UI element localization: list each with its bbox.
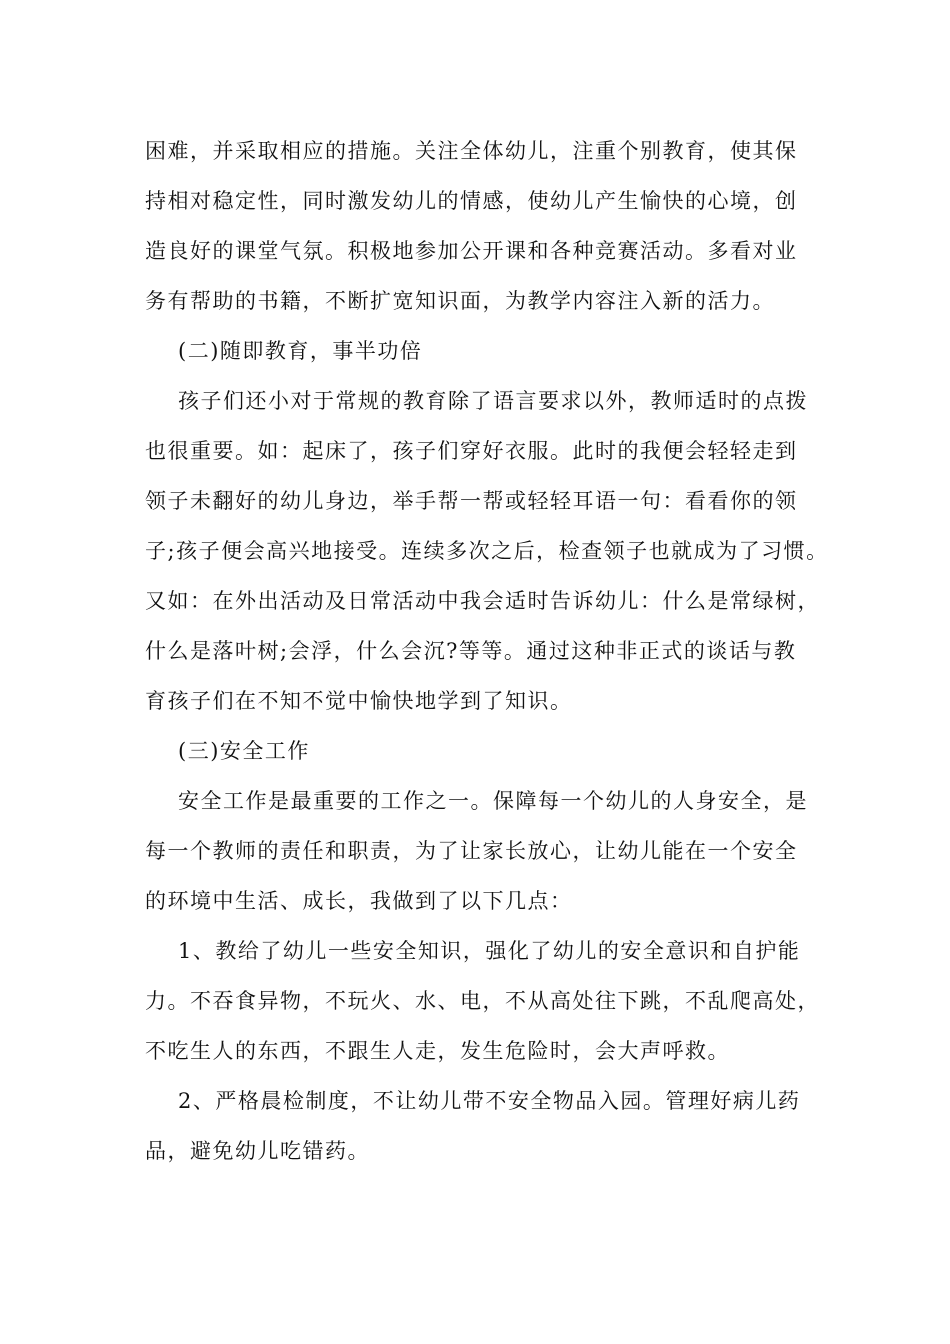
section-heading: (三)安全工作 <box>178 739 310 763</box>
list-item: 2、严格晨检制度，不让幼儿带不安全物品入园。管理好病儿药 <box>178 1089 801 1113</box>
text-line: 每一个教师的责任和职责，为了让家长放心，让幼儿能在一个安全 <box>145 839 798 863</box>
text-line: 品，避免幼儿吃错药。 <box>145 1139 370 1163</box>
text-line: 子;孩子便会高兴地接受。连续多次之后，检查领子也就成为了习惯。 <box>145 539 829 563</box>
text-line: 也很重要。如：起床了，孩子们穿好衣服。此时的我便会轻轻走到 <box>145 439 798 463</box>
text-line: 的环境中生活、成长，我做到了以下几点： <box>145 889 573 913</box>
text-line: 什么是落叶树;会浮，什么会沉?等等。通过这种非正式的谈话与教 <box>145 639 797 663</box>
text-line: 力。不吞食异物，不玩火、水、电，不从高处往下跳，不乱爬高处， <box>145 989 820 1013</box>
text-line: 育孩子们在不知不觉中愉快地学到了知识。 <box>145 689 573 713</box>
text-line: 困难，并采取相应的措施。关注全体幼儿，注重个别教育，使其保 <box>145 139 798 163</box>
text-line: 孩子们还小对于常规的教育除了语言要求以外，教师适时的点拨 <box>178 389 808 413</box>
section-heading: (二)随即教育，事半功倍 <box>178 339 423 363</box>
text-line: 又如：在外出活动及日常活动中我会适时告诉幼儿：什么是常绿树， <box>145 589 820 613</box>
text-line: 造良好的课堂气氛。积极地参加公开课和各种竞赛活动。多看对业 <box>145 239 798 263</box>
text-line: 安全工作是最重要的工作之一。保障每一个幼儿的人身安全，是 <box>178 789 808 813</box>
text-line: 持相对稳定性，同时激发幼儿的情感，使幼儿产生愉快的心境，创 <box>145 189 798 213</box>
text-line: 务有帮助的书籍，不断扩宽知识面，为教学内容注入新的活力。 <box>145 289 775 313</box>
list-item: 1、教给了幼儿一些安全知识，强化了幼儿的安全意识和自护能 <box>178 939 801 963</box>
text-line: 领子未翻好的幼儿身边，举手帮一帮或轻轻耳语一句：看看你的领 <box>145 489 798 513</box>
text-line: 不吃生人的东西，不跟生人走，发生危险时，会大声呼救。 <box>145 1039 730 1063</box>
